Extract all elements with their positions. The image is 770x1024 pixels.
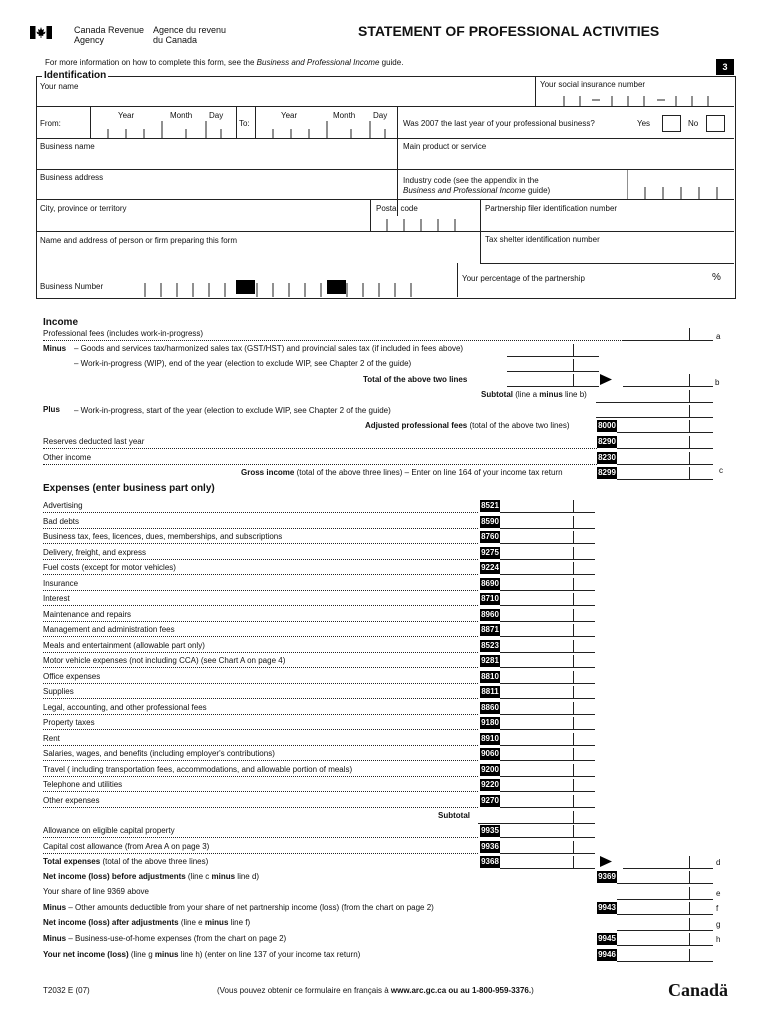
to-year-label: Year xyxy=(281,111,298,120)
expense-amount-field[interactable] xyxy=(500,578,595,591)
expense-label: Maintenance and repairs xyxy=(43,610,132,619)
cents-divider xyxy=(573,733,574,745)
business-number-separator xyxy=(327,280,346,294)
business-name-label: Business name xyxy=(40,142,95,151)
agency-name-en: Canada Revenue Agency xyxy=(74,25,145,45)
expense-code: 9275 xyxy=(481,548,499,557)
cents-divider xyxy=(573,624,574,636)
cca-field[interactable] xyxy=(500,841,595,854)
expense-leader-line xyxy=(43,760,478,761)
expense-label: Bad debts xyxy=(43,517,80,526)
wip-start-field[interactable] xyxy=(596,405,713,418)
your-net-income-field[interactable] xyxy=(617,949,713,962)
code-9369: 9369 xyxy=(598,872,616,881)
expenses-subtotal-label: Subtotal xyxy=(438,811,470,820)
code-9936: 9936 xyxy=(481,842,499,851)
expense-code: 8810 xyxy=(481,672,499,681)
share-9369-label: Your share of line 9369 above xyxy=(43,887,150,896)
sin-input[interactable] xyxy=(560,92,730,106)
expense-leader-line xyxy=(43,636,478,637)
expense-amount-field[interactable] xyxy=(500,702,595,715)
business-number-separator xyxy=(236,280,255,294)
cents-divider xyxy=(573,562,574,574)
preparer-label: Name and address of person or firm preparing this form xyxy=(40,236,237,245)
minus-home-label: Minus – Business-use-of-home expenses (from the chart on page 2) xyxy=(43,934,287,943)
wip-end-field[interactable] xyxy=(507,359,599,372)
expense-code: 8523 xyxy=(481,641,499,650)
expense-label: Management and administration fees xyxy=(43,625,175,634)
minus-label: Minus xyxy=(43,344,67,353)
cca-eligible-label: Allowance on eligible capital property xyxy=(43,826,175,835)
gst-field[interactable] xyxy=(507,344,599,357)
expense-amount-field[interactable] xyxy=(500,717,595,730)
line-b-field[interactable] xyxy=(623,374,713,387)
subtotal-field[interactable] xyxy=(596,390,713,403)
canada-wordmark: Canadä xyxy=(668,980,729,1000)
expense-code: 9060 xyxy=(481,749,499,758)
gross-income-field[interactable] xyxy=(617,467,713,480)
cents-divider xyxy=(573,593,574,605)
cents-divider xyxy=(573,764,574,776)
adjusted-fees-label: Adjusted professional fees (total of the above two lines) xyxy=(365,421,570,430)
industry-code-label: Industry code (see the appendix in the Business and Professional Income guide) xyxy=(403,176,551,195)
expense-leader-line xyxy=(43,667,478,668)
cents-divider xyxy=(573,702,574,714)
expense-amount-field[interactable] xyxy=(500,624,595,637)
expense-leader-line xyxy=(43,528,478,529)
from-label: From: xyxy=(40,119,61,128)
expense-label: Office expenses xyxy=(43,672,101,681)
line-d-field[interactable] xyxy=(623,856,713,869)
expense-code: 9200 xyxy=(481,765,499,774)
expense-label: Rent xyxy=(43,734,60,743)
no-label: No xyxy=(688,119,699,128)
expense-amount-field[interactable] xyxy=(500,795,595,808)
expense-leader-line xyxy=(43,574,478,575)
expense-label: Advertising xyxy=(43,501,83,510)
cents-divider xyxy=(573,516,574,528)
form-title: STATEMENT OF PROFESSIONAL ACTIVITIES xyxy=(358,23,660,39)
expense-amount-field[interactable] xyxy=(500,531,595,544)
expense-code: 8960 xyxy=(481,610,499,619)
expense-leader-line xyxy=(43,621,478,622)
expense-code: 9220 xyxy=(481,780,499,789)
expense-label: Meals and entertainment (allowable part only) xyxy=(43,641,205,650)
expense-code: 9281 xyxy=(481,656,499,665)
minus-home-field[interactable] xyxy=(617,933,713,946)
code-9935: 9935 xyxy=(481,826,499,835)
yes-label: Yes xyxy=(637,119,651,128)
expense-leader-line xyxy=(43,512,478,513)
wip-start-label: – Work-in-progress, start of the year (election to exclude WIP, see Chapter 2 of the guide) xyxy=(74,406,391,415)
code-8290: 8290 xyxy=(598,437,616,446)
to-date-input[interactable] xyxy=(255,121,397,138)
line-g-letter: g xyxy=(716,920,721,929)
code-9368: 9368 xyxy=(481,857,499,866)
share-9369-field[interactable] xyxy=(617,887,713,900)
expense-amount-field[interactable] xyxy=(500,562,595,575)
cents-divider xyxy=(573,547,574,559)
expense-label: Interest xyxy=(43,594,70,603)
main-product-label: Main product or service xyxy=(403,142,487,151)
gst-label: – Goods and services tax/harmonized sales tax (GST/HST) and provincial sales tax (if included in fees above) xyxy=(74,344,464,353)
percentage-label: Your percentage of the partnership xyxy=(462,274,585,283)
expense-code: 8910 xyxy=(481,734,499,743)
expense-label: Salaries, wages, and benefits (including employer's contributions) xyxy=(43,749,275,758)
line-c-letter: c xyxy=(719,466,723,475)
expense-code: 8860 xyxy=(481,703,499,712)
net-after-label: Net income (loss) after adjustments (line e minus line f) xyxy=(43,918,251,927)
professional-fees-field[interactable] xyxy=(623,328,713,341)
line-a-letter: a xyxy=(716,332,721,341)
cents-divider xyxy=(573,779,574,791)
wip-end-label: – Work-in-progress (WIP), end of the year (election to exclude WIP, see Chapter 2 of the guide) xyxy=(74,359,412,368)
to-day-label: Day xyxy=(373,111,388,120)
expense-amount-field[interactable] xyxy=(500,547,595,560)
expense-label: Supplies xyxy=(43,687,74,696)
postal-code-label: Postal code xyxy=(376,204,418,213)
other-income-label: Other income xyxy=(43,453,92,462)
business-address-label: Business address xyxy=(40,173,104,182)
expense-label: Property taxes xyxy=(43,718,95,727)
minus-other-label: Minus – Other amounts deductible from your share of net partnership income (loss) (from the chart on page 2) xyxy=(43,903,434,912)
expense-code: 9224 xyxy=(481,563,499,572)
code-9943: 9943 xyxy=(598,903,616,912)
code-8000: 8000 xyxy=(598,421,616,430)
professional-fees-label: Professional fees (includes work-in-progress) xyxy=(43,329,204,338)
expense-code: 8710 xyxy=(481,594,499,603)
expense-code: 8811 xyxy=(481,687,499,696)
gross-income-label: Gross income (total of the above three lines) – Enter on line 164 of your income tax return xyxy=(241,468,563,477)
net-after-field[interactable] xyxy=(617,918,713,931)
info-line: For more information on how to complete this form, see the Business and Professional Income guide. xyxy=(45,58,404,67)
expense-leader-line xyxy=(43,590,478,591)
cca-eligible-field[interactable] xyxy=(500,825,595,838)
minus-other-field[interactable] xyxy=(617,902,713,915)
cents-divider xyxy=(573,686,574,698)
expense-amount-field[interactable] xyxy=(500,516,595,529)
expense-code: 9180 xyxy=(481,718,499,727)
cents-divider xyxy=(573,500,574,512)
code-8230: 8230 xyxy=(598,453,616,462)
code-8299: 8299 xyxy=(598,468,616,477)
expense-amount-field[interactable] xyxy=(500,500,595,513)
agency-name-fr: Agence du revenu du Canada xyxy=(153,25,227,45)
expense-amount-field[interactable] xyxy=(500,671,595,684)
net-before-label: Net income (loss) before adjustments (line c minus line d) xyxy=(43,872,260,881)
cents-divider xyxy=(573,609,574,621)
expenses-title: Expenses (enter business part only) xyxy=(43,483,215,494)
identification-title: Identification xyxy=(44,70,107,81)
expense-amount-field[interactable] xyxy=(500,779,595,792)
your-name-label: Your name xyxy=(40,82,79,91)
other-income-field[interactable] xyxy=(617,452,713,465)
adjusted-fees-field[interactable] xyxy=(617,420,713,433)
arrow-right-icon xyxy=(600,374,612,387)
expense-code: 8521 xyxy=(481,501,499,510)
expense-amount-field[interactable] xyxy=(500,609,595,622)
code-9945: 9945 xyxy=(598,934,616,943)
cents-divider xyxy=(573,671,574,683)
french-availability-note: (Vous pouvez obtenir ce formulaire en français à www.arc.gc.ca ou au 1-800-959-3376.) xyxy=(217,986,534,995)
page-number-badge: 3 xyxy=(716,59,734,75)
expense-code: 8690 xyxy=(481,579,499,588)
from-year-label: Year xyxy=(118,111,135,120)
income-title: Income xyxy=(43,317,79,328)
cca-label: Capital cost allowance (from Area A on page 3) xyxy=(43,842,210,851)
expense-leader-line xyxy=(43,745,478,746)
expense-amount-field[interactable] xyxy=(500,655,595,668)
from-day-label: Day xyxy=(209,111,224,120)
expense-label: Legal, accounting, and other professional fees xyxy=(43,703,207,712)
expense-code: 8760 xyxy=(481,532,499,541)
line-b-letter: b xyxy=(715,378,720,387)
line-f-letter: f xyxy=(716,904,719,913)
expense-code: 8590 xyxy=(481,517,499,526)
cents-divider xyxy=(573,795,574,807)
from-date-input[interactable] xyxy=(90,121,235,138)
cents-divider xyxy=(573,748,574,760)
cents-divider xyxy=(573,655,574,667)
to-month-label: Month xyxy=(333,111,356,120)
total-two-lines-label: Total of the above two lines xyxy=(363,375,468,384)
expense-label: Business tax, fees, licences, dues, memberships, and subscriptions xyxy=(43,532,283,541)
expense-label: Other expenses xyxy=(43,796,100,805)
last-year-question: Was 2007 the last year of your professional business? xyxy=(403,119,595,128)
arrow-right-icon xyxy=(600,856,612,869)
net-before-field[interactable] xyxy=(617,871,713,884)
reserves-label: Reserves deducted last year xyxy=(43,437,145,446)
expense-leader-line xyxy=(43,559,478,560)
cents-divider xyxy=(573,578,574,590)
tax-shelter-label: Tax shelter identification number xyxy=(485,235,600,244)
expense-amount-field[interactable] xyxy=(500,764,595,777)
cents-divider xyxy=(573,640,574,652)
sin-label: Your social insurance number xyxy=(540,80,646,89)
expense-code: 9270 xyxy=(481,796,499,805)
expense-amount-field[interactable] xyxy=(500,593,595,606)
total-expenses-label: Total expenses (total of the above three lines) xyxy=(43,857,209,866)
expense-code: 8871 xyxy=(481,625,499,634)
cents-divider xyxy=(573,717,574,729)
yes-checkbox[interactable] xyxy=(662,115,681,132)
expense-label: Delivery, freight, and express xyxy=(43,548,147,557)
expense-leader-line xyxy=(43,698,478,699)
expense-label: Travel ( including transportation fees, accommodations, and allowable portion of meals) xyxy=(43,765,353,774)
cents-divider xyxy=(573,531,574,543)
no-checkbox[interactable] xyxy=(706,115,725,132)
partnership-filer-label: Partnership filer identification number xyxy=(485,204,618,213)
line-e-letter: e xyxy=(716,889,721,898)
expense-leader-line xyxy=(43,791,478,792)
canada-flag-icon xyxy=(30,26,52,39)
expense-label: Insurance xyxy=(43,579,79,588)
postal-code-input[interactable] xyxy=(370,215,480,231)
expense-amount-field[interactable] xyxy=(500,748,595,761)
expenses-subtotal-field[interactable] xyxy=(478,811,595,824)
expense-amount-field[interactable] xyxy=(500,686,595,699)
form-identifier: T2032 E (07) xyxy=(43,986,90,995)
expense-leader-line xyxy=(43,714,478,715)
business-number-input[interactable] xyxy=(125,279,455,297)
expense-leader-line xyxy=(43,729,478,730)
expense-amount-field[interactable] xyxy=(500,733,595,746)
percent-sign: % xyxy=(712,272,721,283)
plus-label: Plus xyxy=(43,405,60,414)
to-label: To: xyxy=(239,119,250,128)
expense-label: Telephone and utilities xyxy=(43,780,123,789)
expense-leader-line xyxy=(43,543,478,544)
expense-leader-line xyxy=(43,776,478,777)
expense-leader-line xyxy=(43,652,478,653)
expense-amount-field[interactable] xyxy=(500,640,595,653)
expense-label: Fuel costs (except for motor vehicles) xyxy=(43,563,176,572)
expense-leader-line xyxy=(43,605,478,606)
line-d-letter: d xyxy=(716,858,721,867)
industry-code-input[interactable] xyxy=(627,169,734,199)
total-expenses-field[interactable] xyxy=(500,856,595,869)
total-two-lines-field[interactable] xyxy=(507,374,599,387)
city-label: City, province or territory xyxy=(40,204,127,213)
business-number-label: Business Number xyxy=(40,282,104,291)
line-h-letter: h xyxy=(716,935,721,944)
expense-leader-line xyxy=(43,683,478,684)
reserves-field[interactable] xyxy=(617,436,713,449)
your-net-income-label: Your net income (loss) (line g minus line h) (enter on line 137 of your income tax return) xyxy=(43,950,361,959)
code-9946: 9946 xyxy=(598,950,616,959)
expense-label: Motor vehicle expenses (not including CCA) (see Chart A on page 4) xyxy=(43,656,286,665)
expense-leader-line xyxy=(43,807,478,808)
from-month-label: Month xyxy=(170,111,193,120)
subtotal-a-minus-b: Subtotal (line a minus line b) xyxy=(481,390,587,399)
